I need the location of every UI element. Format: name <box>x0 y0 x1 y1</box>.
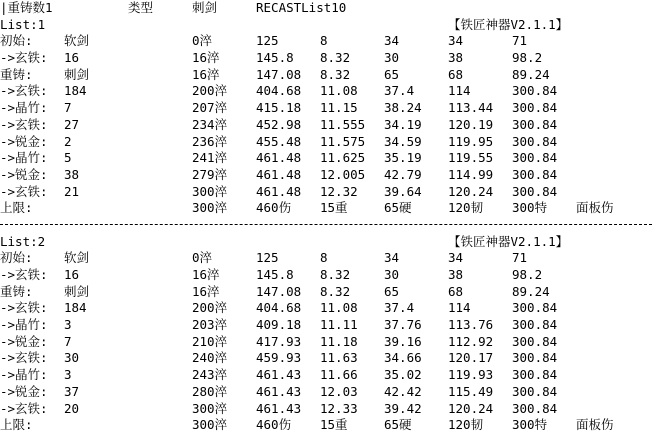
limit-row <box>0 417 652 434</box>
table-cell: 3 <box>64 367 72 383</box>
table-cell: 113.44 <box>448 100 494 116</box>
table-cell: 461.48 <box>256 150 302 166</box>
table-cell: 404.68 <box>256 83 302 99</box>
step-row <box>0 300 652 317</box>
dashed-divider <box>0 224 652 225</box>
table-cell: 16淬 <box>192 267 220 282</box>
table-cell: 300淬 <box>192 417 228 433</box>
table-cell: ->玄铁: <box>0 400 48 416</box>
table-cell: 38 <box>64 166 80 182</box>
table-cell: 112.92 <box>448 333 494 349</box>
table-cell: ->玄铁: <box>0 267 48 282</box>
table-cell: 300.84 <box>512 83 558 99</box>
table-cell: 3 <box>64 317 72 333</box>
table-cell: 300淬 <box>192 400 228 416</box>
table-cell: 300.84 <box>512 166 558 182</box>
step-row <box>0 50 652 67</box>
table-cell: 重铸: <box>0 283 33 299</box>
step-row <box>0 401 652 418</box>
table-cell: 68 <box>448 283 464 299</box>
table-cell: 452.98 <box>256 116 302 132</box>
table-cell: 200淬 <box>192 83 228 99</box>
step-row <box>0 100 652 117</box>
table-cell: 8.32 <box>320 66 351 82</box>
table-cell: 417.93 <box>256 333 302 349</box>
recast-list-label: RECASTList10 <box>256 0 347 15</box>
table-cell: 15重 <box>320 200 348 216</box>
table-cell: 软剑 <box>64 250 90 266</box>
table-cell: 461.43 <box>256 400 302 416</box>
table-cell: 12.005 <box>320 166 366 182</box>
table-cell: 125 <box>256 250 279 266</box>
table-cell: 210淬 <box>192 333 228 349</box>
table-cell: 68 <box>448 66 464 82</box>
table-cell: 37 <box>64 383 80 399</box>
table-cell: 30 <box>384 50 400 66</box>
list-title: List:1 <box>0 16 46 32</box>
table-cell: 207淬 <box>192 100 228 116</box>
table-cell: 145.8 <box>256 50 294 66</box>
table-cell: 5 <box>64 150 72 166</box>
table-cell: 461.43 <box>256 367 302 383</box>
table-cell: 35.19 <box>384 150 422 166</box>
table-cell: 300.84 <box>512 367 558 383</box>
list-title-row <box>0 234 652 251</box>
table-cell: 65硬 <box>384 200 412 216</box>
table-cell: 35.02 <box>384 367 422 383</box>
table-cell: ->玄铁: <box>0 116 48 132</box>
table-cell: 11.08 <box>320 83 358 99</box>
table-cell: 16 <box>64 50 80 66</box>
step-row <box>0 267 652 284</box>
table-cell: 300.84 <box>512 317 558 333</box>
table-cell: 461.48 <box>256 183 302 199</box>
step-row <box>0 350 652 367</box>
table-cell: 65 <box>384 283 400 299</box>
table-cell: 20 <box>64 400 80 416</box>
table-cell: 65 <box>384 66 400 82</box>
table-cell: 113.76 <box>448 317 494 333</box>
table-cell: 11.08 <box>320 300 358 316</box>
table-cell: 37.4 <box>384 83 415 99</box>
version-tag: 【铁匠神器V2.1.1】 <box>448 233 569 249</box>
initial-row <box>0 250 652 267</box>
table-cell: 65硬 <box>384 417 412 433</box>
table-cell: 241淬 <box>192 150 228 166</box>
table-cell: 16淬 <box>192 66 220 82</box>
table-cell: 42.42 <box>384 383 422 399</box>
table-cell: 184 <box>64 83 87 99</box>
table-cell: ->锐金: <box>0 166 48 182</box>
table-cell: 300.84 <box>512 100 558 116</box>
table-cell: 120.24 <box>448 400 494 416</box>
table-cell: 上限: <box>0 200 33 216</box>
table-cell: 280淬 <box>192 383 228 399</box>
table-cell: 刺剑 <box>64 283 90 299</box>
table-cell: 8.32 <box>320 50 351 66</box>
table-cell: 11.15 <box>320 100 358 116</box>
table-cell: 460伤 <box>256 417 292 433</box>
table-cell: ->晶竹: <box>0 317 48 333</box>
table-cell: 34 <box>384 250 400 266</box>
table-cell: ->锐金: <box>0 333 48 349</box>
table-cell: 软剑 <box>64 33 90 49</box>
table-cell: 240淬 <box>192 350 228 366</box>
table-cell: 面板伤 <box>576 200 614 216</box>
weapon-type-value: 刺剑 <box>192 0 218 15</box>
recast-row <box>0 284 652 301</box>
version-tag: 【铁匠神器V2.1.1】 <box>448 16 569 32</box>
table-cell: 114.99 <box>448 166 494 182</box>
table-cell: 34.19 <box>384 116 422 132</box>
table-cell: 7 <box>64 100 72 116</box>
recast-row <box>0 67 652 84</box>
table-cell: 145.8 <box>256 267 294 282</box>
table-cell: 11.11 <box>320 317 358 333</box>
table-cell: 404.68 <box>256 300 302 316</box>
table-cell: 89.24 <box>512 283 550 299</box>
table-cell: 147.08 <box>256 283 302 299</box>
table-cell: 98.2 <box>512 50 543 66</box>
table-cell: 34 <box>384 33 400 49</box>
table-cell: 300.84 <box>512 300 558 316</box>
table-cell: 415.18 <box>256 100 302 116</box>
table-cell: 120.19 <box>448 116 494 132</box>
table-cell: 89.24 <box>512 66 550 82</box>
table-cell: 30 <box>384 267 400 282</box>
table-cell: 300淬 <box>192 183 228 199</box>
list-title: List:2 <box>0 233 46 249</box>
table-cell: 409.18 <box>256 317 302 333</box>
sections <box>0 17 652 434</box>
table-cell: 279淬 <box>192 166 228 182</box>
table-cell: 39.16 <box>384 333 422 349</box>
table-cell: ->晶竹: <box>0 150 48 166</box>
step-row <box>0 317 652 334</box>
table-cell: 120韧 <box>448 200 484 216</box>
table-cell: ->玄铁: <box>0 50 48 66</box>
table-cell: 38 <box>448 267 464 282</box>
table-cell: 461.43 <box>256 383 302 399</box>
table-cell: 34 <box>448 250 464 266</box>
table-cell: 8.32 <box>320 283 351 299</box>
table-cell: 203淬 <box>192 317 228 333</box>
table-cell: 重铸: <box>0 66 33 82</box>
step-row <box>0 384 652 401</box>
initial-row <box>0 33 652 50</box>
type-label: 类型 <box>128 0 154 15</box>
step-row <box>0 334 652 351</box>
table-cell: 300.84 <box>512 333 558 349</box>
step-row <box>0 150 652 167</box>
step-row <box>0 367 652 384</box>
step-row <box>0 117 652 134</box>
table-cell: 34 <box>448 33 464 49</box>
table-cell: 11.625 <box>320 150 366 166</box>
table-cell: 7 <box>64 333 72 349</box>
table-cell: 184 <box>64 300 87 316</box>
table-cell: 460伤 <box>256 200 292 216</box>
table-cell: 236淬 <box>192 133 228 149</box>
step-row <box>0 184 652 201</box>
table-cell: 2 <box>64 133 72 149</box>
table-cell: 119.55 <box>448 150 494 166</box>
table-cell: 300特 <box>512 200 548 216</box>
table-cell: 12.33 <box>320 400 358 416</box>
table-cell: 125 <box>256 33 279 49</box>
table-cell: 38.24 <box>384 100 422 116</box>
table-cell: 71 <box>512 33 528 49</box>
table-cell: 300.84 <box>512 350 558 366</box>
table-cell: ->玄铁: <box>0 83 48 99</box>
table-cell: 11.555 <box>320 116 366 132</box>
table-cell: 37.76 <box>384 317 422 333</box>
table-cell: 300.84 <box>512 133 558 149</box>
list-title-row <box>0 17 652 34</box>
table-cell: ->锐金: <box>0 383 48 399</box>
table-cell: 147.08 <box>256 66 302 82</box>
table-cell: 120韧 <box>448 417 484 433</box>
table-cell: 98.2 <box>512 267 543 282</box>
step-row <box>0 134 652 151</box>
table-cell: 面板伤 <box>576 417 614 433</box>
table-cell: 上限: <box>0 417 33 433</box>
table-cell: 71 <box>512 250 528 266</box>
table-cell: ->玄铁: <box>0 350 48 366</box>
table-cell: 刺剑 <box>64 66 90 82</box>
table-cell: 39.64 <box>384 183 422 199</box>
table-cell: 8 <box>320 33 328 49</box>
table-cell: 300淬 <box>192 200 228 216</box>
table-cell: 300.84 <box>512 150 558 166</box>
table-cell: 27 <box>64 116 80 132</box>
limit-row <box>0 200 652 217</box>
table-cell: 234淬 <box>192 116 228 132</box>
table-cell: 119.95 <box>448 133 494 149</box>
table-cell: 0淬 <box>192 33 213 49</box>
table-cell: 114 <box>448 83 471 99</box>
table-cell: 37.4 <box>384 300 415 316</box>
table-cell: 11.575 <box>320 133 366 149</box>
table-cell: 115.49 <box>448 383 494 399</box>
table-cell: 461.48 <box>256 166 302 182</box>
table-cell: 11.63 <box>320 350 358 366</box>
table-cell: 200淬 <box>192 300 228 316</box>
table-cell: ->晶竹: <box>0 100 48 116</box>
table-cell: 459.93 <box>256 350 302 366</box>
table-cell: 243淬 <box>192 367 228 383</box>
table-cell: 300.84 <box>512 383 558 399</box>
table-cell: 12.03 <box>320 383 358 399</box>
table-cell: 15重 <box>320 417 348 433</box>
section-separator <box>0 217 652 234</box>
table-cell: 455.48 <box>256 133 302 149</box>
table-cell: ->晶竹: <box>0 367 48 383</box>
step-row <box>0 83 652 100</box>
table-cell: 11.18 <box>320 333 358 349</box>
table-cell: 34.66 <box>384 350 422 366</box>
table-cell: 39.42 <box>384 400 422 416</box>
table-cell: 初始: <box>0 250 33 266</box>
table-cell: 300.84 <box>512 183 558 199</box>
table-cell: 0淬 <box>192 250 213 266</box>
table-cell: 16 <box>64 267 80 282</box>
table-cell: 38 <box>448 50 464 66</box>
table-cell: 8.32 <box>320 267 351 282</box>
recast-count-label: |重铸数1 <box>0 0 53 15</box>
table-cell: 119.93 <box>448 367 494 383</box>
table-cell: 初始: <box>0 33 33 49</box>
table-cell: 30 <box>64 350 80 366</box>
table-cell: 300.84 <box>512 400 558 416</box>
table-cell: ->锐金: <box>0 133 48 149</box>
table-cell: 114 <box>448 300 471 316</box>
table-cell: 8 <box>320 250 328 266</box>
table-cell: 120.24 <box>448 183 494 199</box>
table-cell: 300特 <box>512 417 548 433</box>
step-row <box>0 167 652 184</box>
table-cell: 120.17 <box>448 350 494 366</box>
table-cell: 300.84 <box>512 116 558 132</box>
table-cell: 34.59 <box>384 133 422 149</box>
table-cell: 42.79 <box>384 166 422 182</box>
header-row <box>0 0 652 17</box>
table-cell: 12.32 <box>320 183 358 199</box>
table-cell: 16淬 <box>192 283 220 299</box>
table-cell: 16淬 <box>192 50 220 66</box>
table-cell: ->玄铁: <box>0 300 48 316</box>
table-cell: 21 <box>64 183 80 199</box>
table-cell: 11.66 <box>320 367 358 383</box>
table-cell: ->玄铁: <box>0 183 48 199</box>
